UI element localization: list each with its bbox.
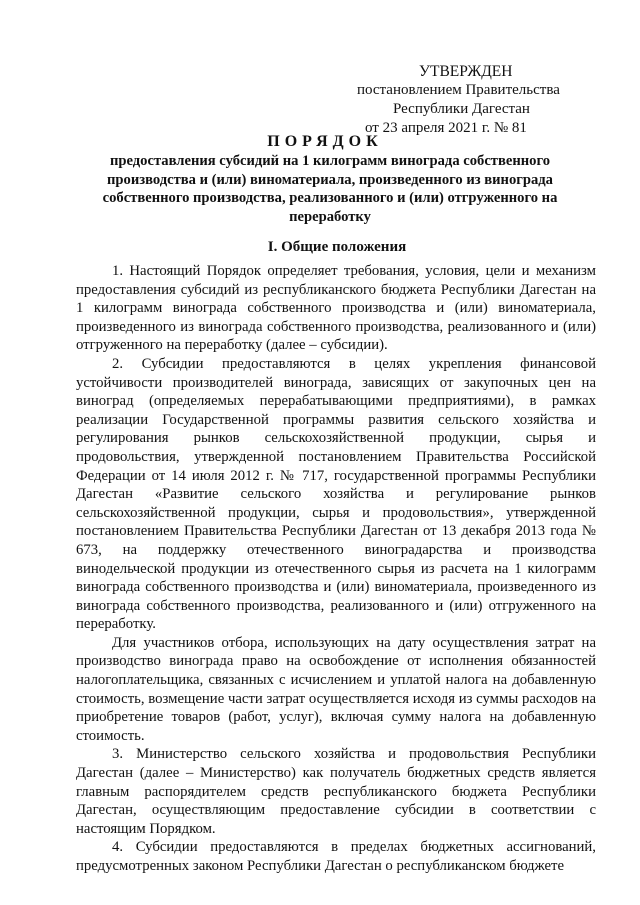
paragraph: 1. Настоящий Порядок определяет требования, условия, цели и механизм предоставления субсидий из республиканского бюджета Республики Дагестан на 1 килограмм винограда собственного производства и (или) виноматериала, произведенного из винограда собственного производства, реализованного и (или) отгруженного на переработку (далее – субсидии). [76,263,596,354]
paragraph: 2. Субсидии предоставляются в целях укрепления финансовой устойчивости производителей винограда, зависящих от закупочных цен на виноград (определяемых перерабатывающими предприятиями), в рамках реализации Государственной программы развития сельского хозяйства и регулирования рынков сельскохозяйственной продукции, сырья и продовольствия, утвержденной постановлением Правительства Российской Федерации от 14 июля 2012 г. № 717, государственной программы Республики Дагестан «Развитие сельского хозяйства и регулирование рынков сельскохозяйственной продукции, сырья и продовольствия», утвержденной постановлением Правительства Республики Дагестан от 13 декабря 2013 года № 673, на поддержку отечественного виноградарства и производства винодельческой продукции из отечественного сырья из расчета на 1 килограмм винограда собственного производства и (или) виноматериала, произведенного из винограда собственного производства, реализованного и (или) отгруженного на переработку. [76,355,596,633]
section-heading: I. Общие положения [267,239,407,255]
approval-date: от 23 апреля 2021 г. № 81 [365,120,527,136]
paragraph: Для участников отбора, использующих на дату осуществления затрат на производство винограда право на освобождение от исполнения обязанностей налогоплательщика, связанных с исчислением и уплатой налога на добавленную стоимость, возмещение части затрат осуществляется исходя из суммы расходов на приобретение товаров (работ, услуг), включая сумму налога на добавленную стоимость. [76,634,596,744]
document-subtitle: предоставления субсидий на 1 килограмм винограда собственного производства и (или) виноматериала, произведенного из винограда собственного производства, реализованного и (или) отгруженного на переработку [102,153,558,225]
document-title: ПОРЯДОК [267,133,383,150]
paragraph: 3. Министерство сельского хозяйства и продовольствия Республики Дагестан (далее – Министерство) как получатель бюджетных средств является главным распорядителем средств республиканского бюджета Республики Дагестан, осуществляющим предоставление субсидии в соответствии с настоящим Порядком. [76,746,596,837]
approval-stamp [355,62,585,138]
document-body [76,262,596,876]
approval-line: Республики Дагестан [393,101,530,117]
approval-title: УТВЕРЖДЕН [419,63,513,80]
paragraph: 4. Субсидии предоставляются в пределах бюджетных ассигнований, предусмотренных законом Республики Дагестан о республиканском бюджете [76,839,596,874]
approval-line: постановлением Правительства [357,82,560,98]
